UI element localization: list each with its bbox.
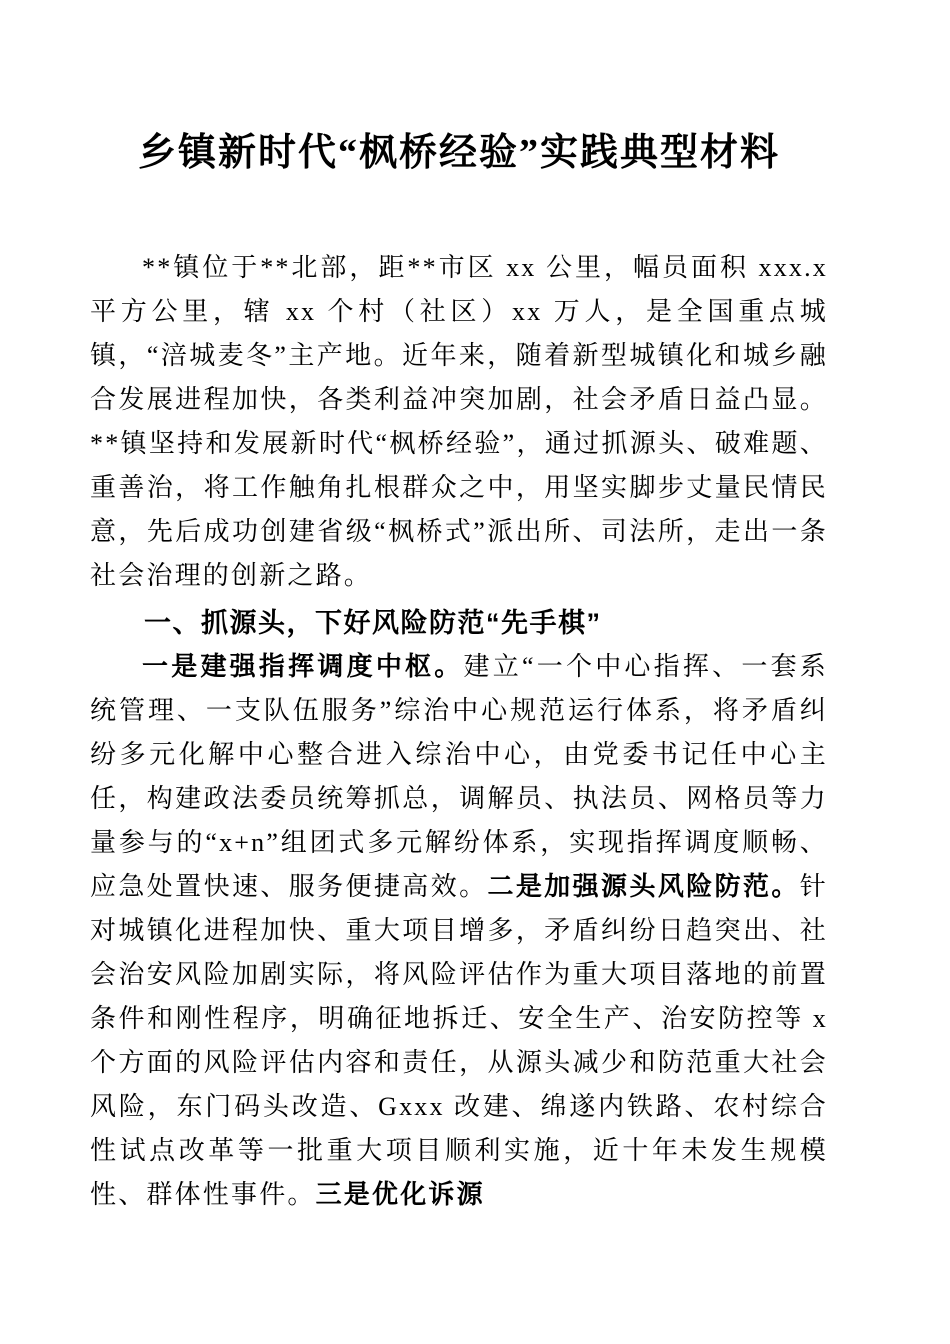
document-content — [90, 0, 828, 1217]
text-run: 建立“一个中心指挥、一套系统管理、一支队伍服务”综治中心规范运行体系，将矛盾纠纷多元化解中心整合进入综治中心，由党委书记任中心主任，构建政法委员统筹抓总，调解员、执法员、网格员等力量参与的“x+n”组团式多元解纷体系，实现指挥调度顺畅、应急处置快速、服务便捷高效。 — [90, 652, 828, 901]
text-run: **镇位于**北部，距**市区 xx 公里，幅员面积 xxx.x 平方公里，辖 xx 个村（社区）xx 万人，是全国重点城镇，“涪城麦冬”主产地。近年来，随着新型城镇化和城乡融合发展进程加快，各类利益冲突加剧，社会矛盾日益凸显。**镇坚持和发展新时代“枫桥经验”，通过抓源头、破难题、重善治，将工作触角扎根群众之中，用坚实脚步丈量民情民意，先后成功创建省级“枫桥式”派出所、司法所，走出一条社会治理的创新之路。 — [90, 253, 828, 590]
document-body — [90, 246, 828, 1217]
bold-text-run: 三是优化诉源 — [315, 1180, 485, 1209]
text-run: 针对城镇化进程加快、重大项目增多，矛盾纠纷日趋突出、社会治安风险加剧实际，将风险评估作为重大项目落地的前置条件和刚性程序，明确征地拆迁、安全生产、治安防控等 x 个方面的风险评估内容和责任，从源头减少和防范重大社会风险，东门码头改造、Gxxx 改建、绵遂内铁路、农村综合性试点改革等一批重大项目顺利实施，近十年未发生规模性、群体性事件。 — [90, 872, 828, 1209]
bold-text-run: 一、抓源头，下好风险防范“先手棋” — [144, 608, 602, 638]
body-paragraph — [90, 246, 828, 598]
section-heading — [90, 601, 828, 645]
bold-text-run: 二是加强源头风险防范。 — [487, 872, 800, 901]
document-title: 乡镇新时代“枫桥经验”实践典型材料 — [137, 132, 780, 174]
body-paragraph — [90, 645, 828, 1217]
bold-text-run: 一是建强指挥调度中枢。 — [142, 652, 464, 681]
